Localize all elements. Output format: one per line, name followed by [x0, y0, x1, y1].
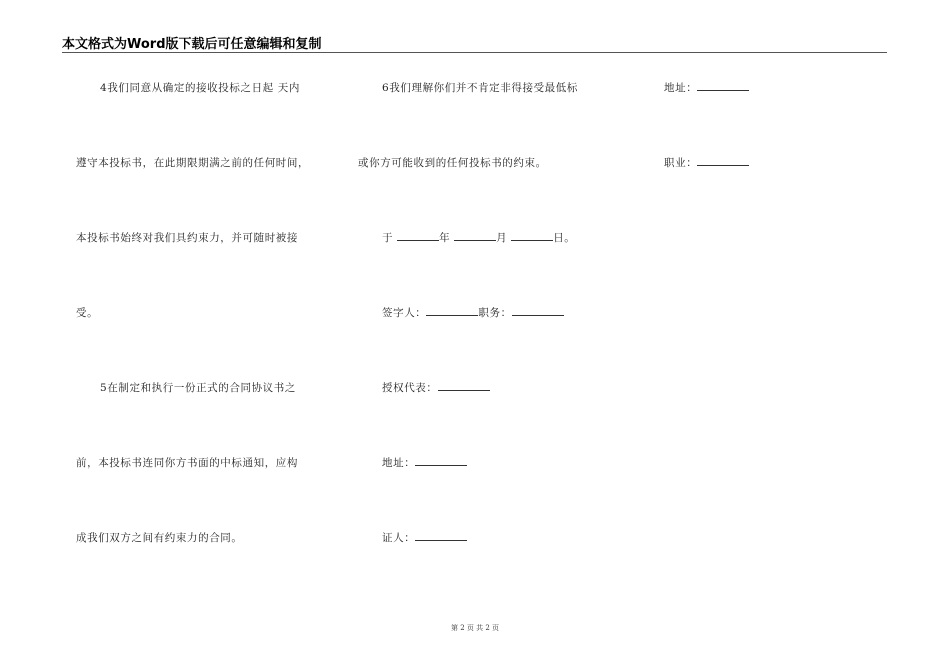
month-label: 月: [496, 232, 508, 244]
year-blank: [397, 230, 439, 241]
col2-date-line: [382, 230, 575, 245]
witness-label: 证人：: [382, 532, 416, 544]
year-label: 年: [439, 232, 451, 244]
col2-signer-line: [382, 305, 564, 320]
position-label: 职务：: [478, 307, 512, 319]
day-label: 日。: [553, 232, 576, 244]
day-blank: [511, 230, 553, 241]
col2-line-1: 6我们理解你们并不肯定非得接受最低标: [382, 82, 578, 94]
col1-line-2: 遵守本投标书，在此期限期满之前的任何时间，: [76, 157, 310, 169]
position-blank: [512, 305, 564, 316]
col3-address-line: [664, 80, 749, 95]
signer-label: 签字人：: [382, 307, 427, 319]
rep-blank: [438, 380, 490, 391]
col1-line-4: 受。: [76, 307, 99, 319]
col2-witness-line: [382, 530, 467, 545]
col1-line-5: 5在制定和执行一份正式的合同协议书之: [100, 382, 296, 394]
col1-line-3: 本投标书始终对我们具约束力，并可随时被接: [76, 232, 298, 244]
document-header-title: 本文格式为Word版下载后可任意编辑和复制: [62, 37, 322, 52]
signer-blank: [426, 305, 478, 316]
col1-line-6: 前，本投标书连同你方书面的中标通知，应构: [76, 457, 298, 469]
col3-job-blank: [697, 155, 749, 166]
witness-blank: [415, 530, 467, 541]
header-divider: [62, 52, 887, 53]
col3-address-blank: [697, 80, 749, 91]
address-label: 地址：: [382, 457, 416, 469]
date-prefix: 于: [382, 232, 394, 244]
col1-line-1: 4我们同意从确定的接收投标之日起 天内: [100, 82, 300, 94]
month-blank: [454, 230, 496, 241]
col2-rep-line: [382, 380, 490, 395]
page-footer: 第 2 页 共 2 页: [450, 624, 500, 632]
address-blank: [415, 455, 467, 466]
col1-line-7: 成我们双方之间有约束力的合同。: [76, 532, 243, 544]
rep-label: 授权代表：: [382, 382, 438, 394]
col3-job-label: 职业：: [664, 157, 698, 169]
col3-job-line: [664, 155, 749, 170]
col3-address-label: 地址：: [664, 82, 698, 94]
col2-address-line: [382, 455, 467, 470]
col2-line-2: 或你方可能收到的任何投标书的约束。: [358, 157, 547, 169]
